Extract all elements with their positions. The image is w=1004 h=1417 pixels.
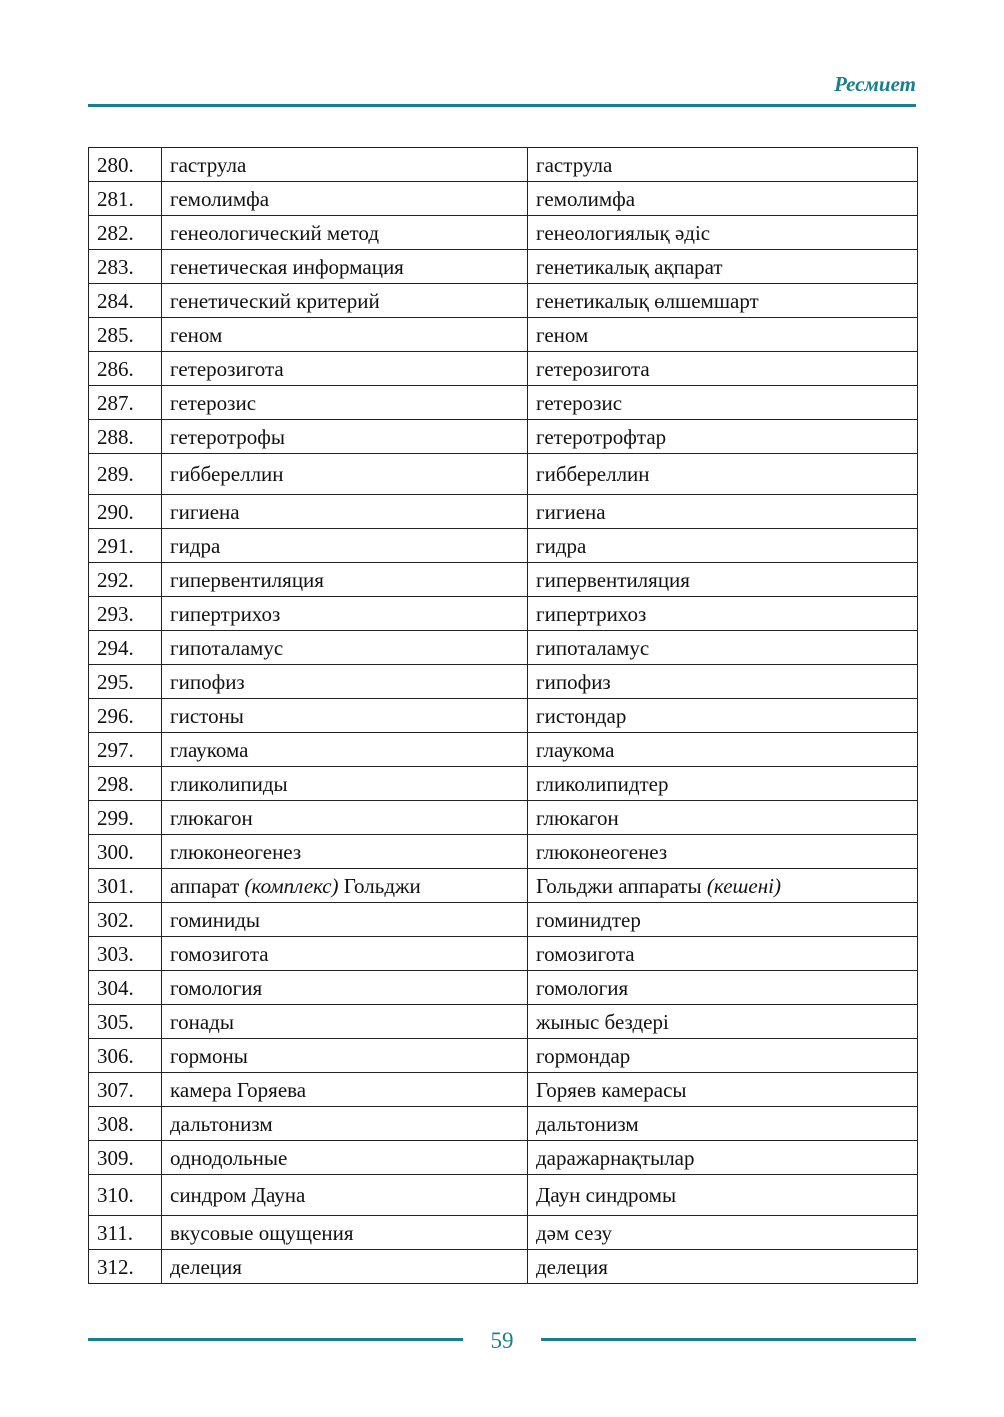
term-kazakh: гомология	[528, 971, 918, 1005]
row-number: 298.	[89, 767, 162, 801]
table-row	[89, 937, 918, 971]
term-kazakh: Горяев камерасы	[528, 1073, 918, 1107]
term-russian: гонады	[162, 1005, 528, 1039]
row-number: 312.	[89, 1250, 162, 1284]
term-kazakh: гаструла	[528, 148, 918, 182]
term-kazakh: гемолимфа	[528, 182, 918, 216]
term-russian: гидра	[162, 529, 528, 563]
row-number: 293.	[89, 597, 162, 631]
term-kazakh: гормондар	[528, 1039, 918, 1073]
term-russian: гомология	[162, 971, 528, 1005]
table-row	[89, 835, 918, 869]
row-number: 284.	[89, 284, 162, 318]
row-number: 311.	[89, 1216, 162, 1250]
term-text: аппарат	[170, 873, 240, 898]
table-row	[89, 352, 918, 386]
table-row	[89, 250, 918, 284]
row-number: 303.	[89, 937, 162, 971]
row-number: 297.	[89, 733, 162, 767]
term-kazakh: глюкагон	[528, 801, 918, 835]
term-russian: геном	[162, 318, 528, 352]
table-row	[89, 665, 918, 699]
term-kazakh: гомозигота	[528, 937, 918, 971]
term-russian: глюконеогенез	[162, 835, 528, 869]
term-kazakh: гистондар	[528, 699, 918, 733]
table-row	[89, 631, 918, 665]
table-row	[89, 801, 918, 835]
term-russian: гормоны	[162, 1039, 528, 1073]
term-russian: гигиена	[162, 495, 528, 529]
table-row	[89, 529, 918, 563]
term-russian: дальтонизм	[162, 1107, 528, 1141]
term-kazakh: гипертрихоз	[528, 597, 918, 631]
term-russian: гомозигота	[162, 937, 528, 971]
table-row	[89, 495, 918, 529]
term-kazakh: гидра	[528, 529, 918, 563]
term-russian: гистоны	[162, 699, 528, 733]
term-kazakh: гипервентиляция	[528, 563, 918, 597]
term-russian	[162, 869, 528, 903]
footer-rule-left	[88, 1338, 463, 1341]
term-kazakh	[528, 869, 918, 903]
term-kazakh: генеологиялық әдіс	[528, 216, 918, 250]
term-russian: гиббереллин	[162, 454, 528, 495]
row-number: 305.	[89, 1005, 162, 1039]
term-kazakh: гликолипидтер	[528, 767, 918, 801]
row-number: 309.	[89, 1141, 162, 1175]
term-russian: гоминиды	[162, 903, 528, 937]
term-italic-note: (кешені)	[706, 873, 781, 898]
term-text: Гольджи аппараты	[536, 873, 702, 898]
row-number: 291.	[89, 529, 162, 563]
term-russian: гетерозис	[162, 386, 528, 420]
row-number: 301.	[89, 869, 162, 903]
table-row	[89, 1039, 918, 1073]
row-number: 283.	[89, 250, 162, 284]
row-number: 292.	[89, 563, 162, 597]
row-number: 286.	[89, 352, 162, 386]
row-number: 290.	[89, 495, 162, 529]
row-number: 307.	[89, 1073, 162, 1107]
row-number: 308.	[89, 1107, 162, 1141]
term-russian: делеция	[162, 1250, 528, 1284]
term-russian: генеологический метод	[162, 216, 528, 250]
row-number: 288.	[89, 420, 162, 454]
term-kazakh: дальтонизм	[528, 1107, 918, 1141]
row-number: 300.	[89, 835, 162, 869]
glossary-table	[88, 147, 918, 1284]
table-row	[89, 1107, 918, 1141]
row-number: 294.	[89, 631, 162, 665]
term-russian: гаструла	[162, 148, 528, 182]
row-number: 296.	[89, 699, 162, 733]
term-kazakh: гиббереллин	[528, 454, 918, 495]
table-row	[89, 420, 918, 454]
term-russian: гликолипиды	[162, 767, 528, 801]
term-kazakh: гигиена	[528, 495, 918, 529]
term-kazakh: генетикалық ақпарат	[528, 250, 918, 284]
term-russian: вкусовые ощущения	[162, 1216, 528, 1250]
term-kazakh: гоминидтер	[528, 903, 918, 937]
term-russian: глюкагон	[162, 801, 528, 835]
row-number: 295.	[89, 665, 162, 699]
term-russian: генетический критерий	[162, 284, 528, 318]
term-kazakh: жыныс бездері	[528, 1005, 918, 1039]
row-number: 281.	[89, 182, 162, 216]
header-rule	[88, 104, 916, 107]
table-row	[89, 971, 918, 1005]
term-kazakh: дәм сезу	[528, 1216, 918, 1250]
table-row	[89, 597, 918, 631]
table-row	[89, 869, 918, 903]
page-number: 59	[490, 1328, 514, 1353]
term-kazakh: даражарнақтылар	[528, 1141, 918, 1175]
table-row	[89, 148, 918, 182]
term-russian: глаукома	[162, 733, 528, 767]
term-kazakh: делеция	[528, 1250, 918, 1284]
term-kazakh: гетерозигота	[528, 352, 918, 386]
table-row	[89, 699, 918, 733]
row-number: 304.	[89, 971, 162, 1005]
term-russian: гетерозигота	[162, 352, 528, 386]
table-row	[89, 386, 918, 420]
term-russian: однодольные	[162, 1141, 528, 1175]
row-number: 306.	[89, 1039, 162, 1073]
term-russian: камера Горяева	[162, 1073, 528, 1107]
row-number: 302.	[89, 903, 162, 937]
row-number: 280.	[89, 148, 162, 182]
term-italic-note: (комплекс)	[244, 873, 339, 898]
term-russian: генетическая информация	[162, 250, 528, 284]
table-row	[89, 767, 918, 801]
term-kazakh: гипоталамус	[528, 631, 918, 665]
row-number: 285.	[89, 318, 162, 352]
row-number: 282.	[89, 216, 162, 250]
table-row	[89, 1175, 918, 1216]
term-russian: гипоталамус	[162, 631, 528, 665]
table-row	[89, 284, 918, 318]
footer-rule-right	[541, 1338, 916, 1341]
table-row	[89, 454, 918, 495]
row-number: 310.	[89, 1175, 162, 1216]
term-kazakh: геном	[528, 318, 918, 352]
term-russian: гипертрихоз	[162, 597, 528, 631]
table-row	[89, 1216, 918, 1250]
term-russian: гипофиз	[162, 665, 528, 699]
table-row	[89, 1073, 918, 1107]
term-kazakh: Даун синдромы	[528, 1175, 918, 1216]
table-row	[89, 563, 918, 597]
row-number: 289.	[89, 454, 162, 495]
table-row	[89, 216, 918, 250]
term-kazakh: гетеротрофтар	[528, 420, 918, 454]
term-kazakh: гетерозис	[528, 386, 918, 420]
table-row	[89, 182, 918, 216]
term-kazakh: гипофиз	[528, 665, 918, 699]
row-number: 299.	[89, 801, 162, 835]
term-russian: синдром Дауна	[162, 1175, 528, 1216]
term-russian: гемолимфа	[162, 182, 528, 216]
term-kazakh: глаукома	[528, 733, 918, 767]
table-row	[89, 318, 918, 352]
table-row	[89, 903, 918, 937]
term-text: Гольджи	[343, 873, 421, 898]
term-russian: гипервентиляция	[162, 563, 528, 597]
table-row	[89, 733, 918, 767]
row-number: 287.	[89, 386, 162, 420]
table-row	[89, 1005, 918, 1039]
table-row	[89, 1250, 918, 1284]
term-russian: гетеротрофы	[162, 420, 528, 454]
term-kazakh: глюконеогенез	[528, 835, 918, 869]
table-row	[89, 1141, 918, 1175]
running-header-title: Ресмиет	[834, 72, 916, 96]
term-kazakh: генетикалық өлшемшарт	[528, 284, 918, 318]
